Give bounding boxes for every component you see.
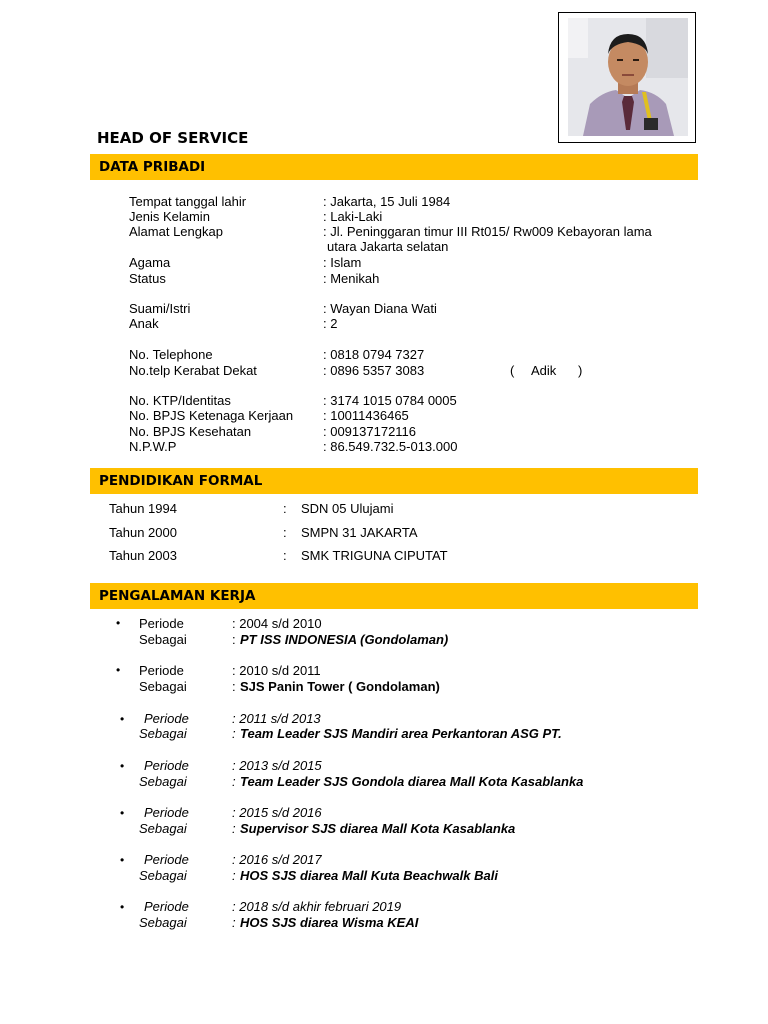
bullet-icon: • <box>116 616 121 630</box>
period-label: Periode <box>144 852 189 867</box>
education-school: SDN 05 Ulujami <box>301 501 394 516</box>
role-label: Sebagai <box>139 726 187 741</box>
education-colon: : <box>283 501 287 516</box>
period-value: : 2013 s/d 2015 <box>232 758 322 773</box>
profile-photo <box>568 18 688 136</box>
personal-label: Agama <box>129 255 171 270</box>
bullet-icon: • <box>120 712 125 726</box>
personal-value: : Jakarta, 15 Juli 1984 <box>323 194 451 209</box>
personal-label: No.telp Kerabat Dekat <box>129 363 257 378</box>
personal-value: : 0818 0794 7327 <box>323 347 425 362</box>
role-label: Sebagai <box>139 632 187 647</box>
period-value: : 2018 s/d akhir februari 2019 <box>232 899 402 914</box>
bullet-icon: • <box>120 806 125 820</box>
role-label: Sebagai <box>139 915 187 930</box>
personal-value: : 10011436465 <box>323 408 409 423</box>
section-title: DATA PRIBADI <box>99 159 206 175</box>
period-label: Periode <box>139 616 184 631</box>
personal-label: Suami/Istri <box>129 301 191 316</box>
bullet-icon: • <box>116 663 121 677</box>
period-label: Periode <box>144 758 189 773</box>
role-colon: : <box>232 726 236 741</box>
personal-label: Alamat Lengkap <box>129 224 223 239</box>
period-value: : 2010 s/d 2011 <box>232 663 321 678</box>
bullet-icon: • <box>120 853 125 867</box>
period-label: Periode <box>144 899 189 914</box>
personal-value: : Jl. Peninggaran timur III Rt015/ Rw009 Kebayoran lama <box>323 224 652 239</box>
role-value: SJS Panin Tower ( Gondolaman) <box>240 679 440 694</box>
personal-value: : 2 <box>323 316 338 331</box>
period-value: : 2015 s/d 2016 <box>232 805 322 820</box>
relation-close: ) <box>578 363 583 378</box>
role-value: Supervisor SJS diarea Mall Kota Kasablanka <box>240 821 516 836</box>
role-value: PT ISS INDONESIA (Gondolaman) <box>240 632 449 647</box>
bullet-icon: • <box>120 900 125 914</box>
role-label: Sebagai <box>139 679 187 694</box>
education-year: Tahun 2000 <box>109 525 177 540</box>
personal-value: : Menikah <box>323 271 380 286</box>
period-label: Periode <box>144 711 189 726</box>
relation-name: Adik <box>531 363 557 378</box>
education-school: SMPN 31 JAKARTA <box>301 525 418 540</box>
period-value: : 2004 s/d 2010 <box>232 616 322 631</box>
education-school: SMK TRIGUNA CIPUTAT <box>301 548 448 563</box>
section-header-experience <box>90 583 698 609</box>
role-value: Team Leader SJS Gondola diarea Mall Kota Kasablanka <box>240 774 584 789</box>
relation-open: ( <box>510 363 515 378</box>
section-header-personal <box>90 154 698 180</box>
role-value: Team Leader SJS Mandiri area Perkantoran ASG PT. <box>240 726 562 741</box>
role-colon: : <box>232 868 236 883</box>
personal-value: utara Jakarta selatan <box>327 239 449 254</box>
role-colon: : <box>232 632 236 647</box>
personal-value: : 3174 1015 0784 0005 <box>323 393 457 408</box>
period-value: : 2016 s/d 2017 <box>232 852 322 867</box>
personal-value: : Wayan Diana Wati <box>323 301 437 316</box>
personal-value: : 0896 5357 3083 <box>323 363 425 378</box>
period-label: Periode <box>139 663 184 678</box>
bullet-icon: • <box>120 759 125 773</box>
education-year: Tahun 1994 <box>109 501 177 516</box>
role-value: HOS SJS diarea Wisma KEAI <box>240 915 419 930</box>
role-colon: : <box>232 915 236 930</box>
person-photo-illustration <box>568 18 688 136</box>
personal-value: : Laki-Laki <box>323 209 383 224</box>
role-label: Sebagai <box>139 821 187 836</box>
period-label: Periode <box>144 805 189 820</box>
education-colon: : <box>283 525 287 540</box>
personal-label: Tempat tanggal lahir <box>129 194 247 209</box>
role-colon: : <box>232 821 236 836</box>
section-title: PENDIDIKAN FORMAL <box>99 473 263 489</box>
section-header-education <box>90 468 698 494</box>
personal-label: No. BPJS Ketenaga Kerjaan <box>129 408 294 423</box>
personal-value: : Islam <box>323 255 362 270</box>
role-label: Sebagai <box>139 774 187 789</box>
role-label: Sebagai <box>139 868 187 883</box>
personal-label: N.P.W.P <box>129 439 177 454</box>
personal-label: Jenis Kelamin <box>129 209 210 224</box>
role-colon: : <box>232 774 236 789</box>
period-value: : 2011 s/d 2013 <box>232 711 321 726</box>
education-year: Tahun 2003 <box>109 548 177 563</box>
personal-label: No. BPJS Kesehatan <box>129 424 252 439</box>
education-colon: : <box>283 548 287 563</box>
profile-photo-frame <box>558 12 696 143</box>
section-title: PENGALAMAN KERJA <box>99 588 256 604</box>
personal-label: No. Telephone <box>129 347 213 362</box>
role-colon: : <box>232 679 236 694</box>
personal-value: : 86.549.732.5-013.000 <box>323 439 458 454</box>
personal-label: Anak <box>129 316 159 331</box>
personal-label: Status <box>129 271 166 286</box>
personal-value: : 009137172116 <box>323 424 417 439</box>
personal-label: No. KTP/Identitas <box>129 393 231 408</box>
job-title: HEAD OF SERVICE <box>97 129 249 147</box>
role-value: HOS SJS diarea Mall Kuta Beachwalk Bali <box>240 868 498 883</box>
